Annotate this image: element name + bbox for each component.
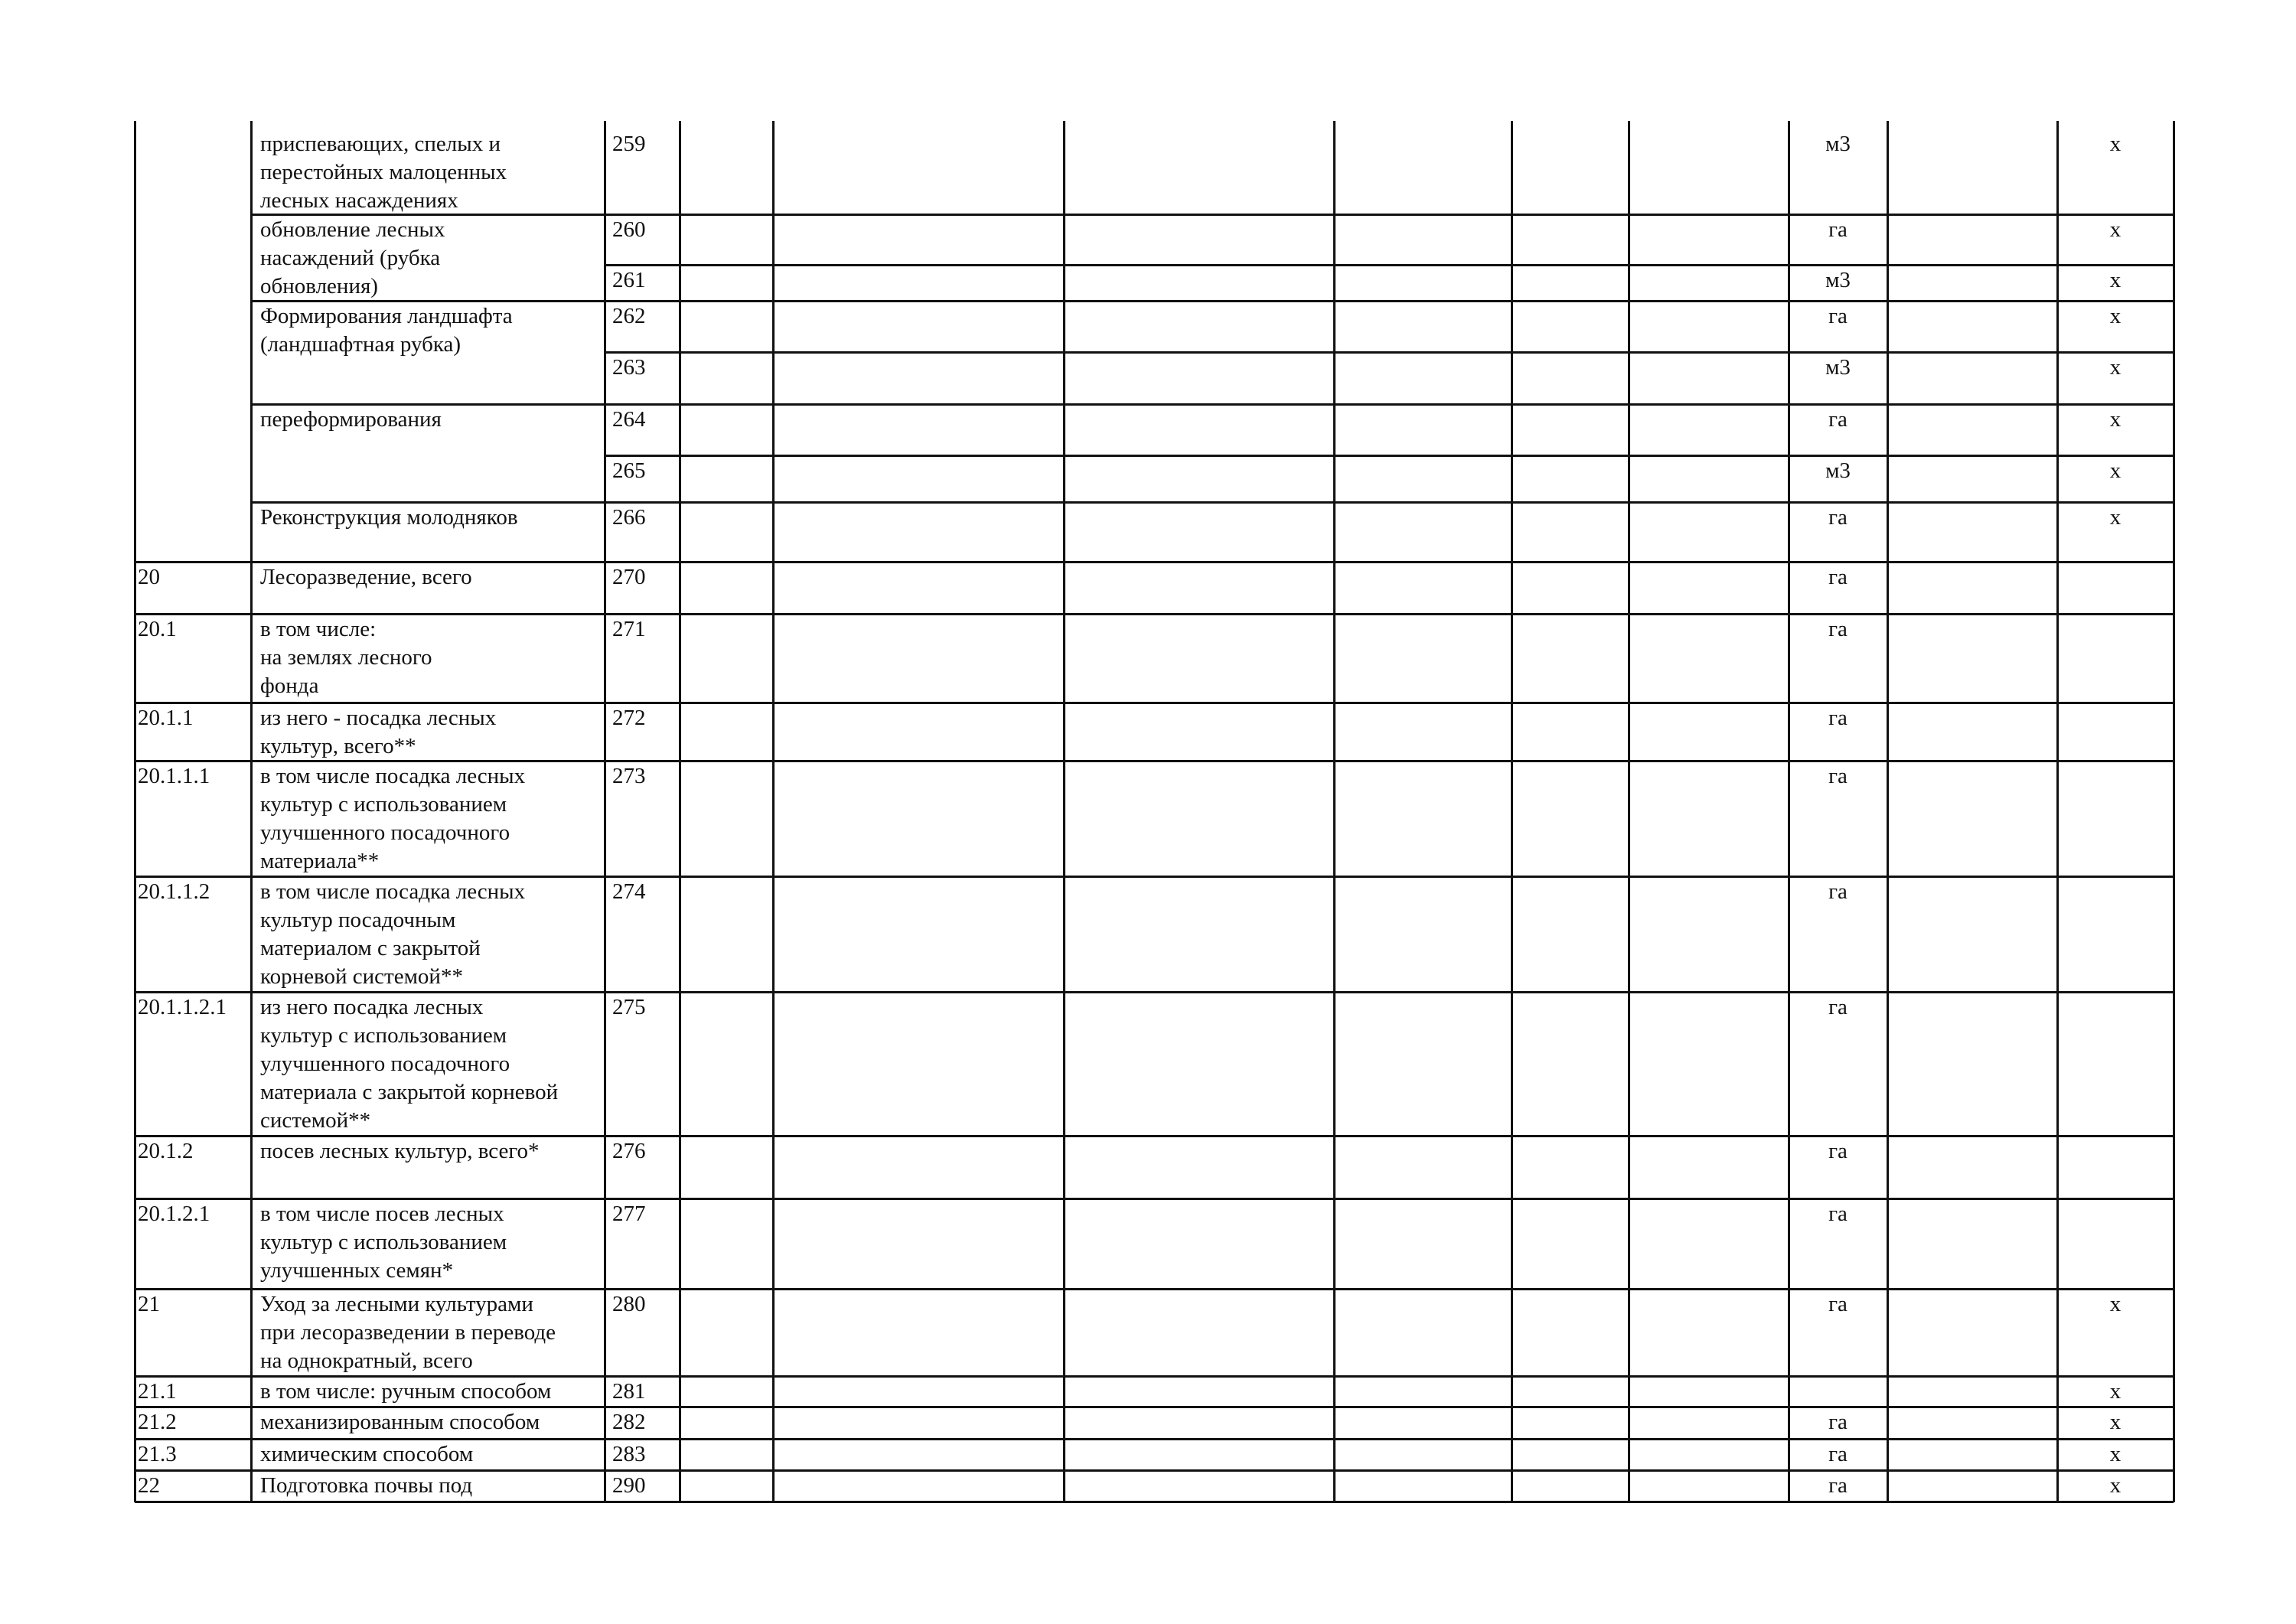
row-name: в том числе: на землях лесного фонда: [260, 617, 432, 698]
grid-line: [135, 1501, 251, 1503]
row-number: 20.1.1.1: [138, 764, 210, 788]
row-name: посев лесных культур, всего*: [260, 1139, 540, 1163]
row-code: 283: [612, 1442, 646, 1466]
row-number: 21: [138, 1292, 160, 1316]
row-code: 259: [612, 132, 646, 156]
row-code: 275: [612, 995, 646, 1019]
grid-line: [251, 1501, 605, 1503]
mark-cell: х: [2109, 1410, 2122, 1434]
mark-cell: х: [2109, 1292, 2122, 1316]
grid-line: [605, 1198, 2174, 1200]
row-name: в том числе посадка лесных культур с использованием улучшенного посадочного материала**: [260, 764, 526, 873]
grid-line: [134, 121, 136, 1502]
row-number: 20: [138, 565, 160, 589]
unit-cell: га: [1828, 1292, 1848, 1316]
row-code: 276: [612, 1139, 646, 1163]
mark-cell: х: [2109, 217, 2122, 242]
grid-line: [605, 455, 2174, 457]
mark-cell: х: [2109, 132, 2122, 156]
row-code: 273: [612, 764, 646, 788]
mark-cell: х: [2109, 355, 2122, 380]
row-code: 260: [612, 217, 646, 242]
grid-line: [605, 760, 2174, 762]
grid-line: [250, 121, 253, 1502]
unit-cell: м3: [1825, 132, 1851, 156]
row-name: из него посадка лесных культур с использованием улучшенного посадочного материала с закрытой корневой системой**: [260, 995, 559, 1133]
grid-line: [605, 1288, 2174, 1290]
row-name: переформирования: [260, 407, 442, 432]
mark-cell: х: [2109, 268, 2122, 292]
unit-cell: га: [1828, 565, 1848, 589]
unit-cell: га: [1828, 879, 1848, 904]
grid-line: [605, 264, 2174, 266]
grid-line: [605, 1501, 2174, 1503]
row-code: 266: [612, 505, 646, 530]
row-name: в том числе посев лесных культур с использованием улучшенных семян*: [260, 1202, 507, 1283]
grid-line: [679, 121, 681, 1502]
row-number: 20.1.2.1: [138, 1202, 210, 1226]
row-code: 262: [612, 304, 646, 328]
grid-line: [605, 403, 2174, 406]
grid-line: [605, 702, 2174, 704]
unit-cell: га: [1828, 304, 1848, 328]
row-code: 277: [612, 1202, 646, 1226]
row-number: 20.1.1: [138, 706, 194, 730]
row-code: 271: [612, 617, 646, 641]
unit-cell: га: [1828, 995, 1848, 1019]
unit-cell: м3: [1825, 268, 1851, 292]
row-name: механизированным способом: [260, 1410, 540, 1434]
grid-line: [605, 876, 2174, 878]
row-number: 21.3: [138, 1442, 177, 1466]
row-name: Формирования ландшафта (ландшафтная рубка): [260, 304, 513, 357]
row-number: 20.1.1.2.1: [138, 995, 227, 1019]
unit-cell: га: [1828, 1473, 1848, 1498]
row-code: 281: [612, 1379, 646, 1404]
grid-line: [605, 1438, 2174, 1440]
unit-cell: га: [1828, 217, 1848, 242]
row-code: 261: [612, 268, 646, 292]
row-number: 20.1.2: [138, 1139, 194, 1163]
row-code: 290: [612, 1473, 646, 1498]
row-name: Лесоразведение, всего: [260, 565, 472, 589]
row-number: 20.1.1.2: [138, 879, 210, 904]
mark-cell: х: [2109, 505, 2122, 530]
row-name: Уход за лесными культурами при лесоразведении в переводе на однократный, всего: [260, 1292, 556, 1373]
row-name: Реконструкция молодняков: [260, 505, 518, 530]
grid-line: [605, 1375, 2174, 1378]
row-code: 270: [612, 565, 646, 589]
grid-line: [605, 1469, 2174, 1472]
unit-cell: м3: [1825, 355, 1851, 380]
unit-cell: га: [1828, 505, 1848, 530]
unit-cell: га: [1828, 1442, 1848, 1466]
row-name: обновление лесных насаждений (рубка обновления): [260, 217, 445, 298]
unit-cell: га: [1828, 764, 1848, 788]
row-name: в том числе посадка лесных культур посадочным материалом с закрытой корневой системой**: [260, 879, 526, 989]
row-name: в том числе: ручным способом: [260, 1379, 552, 1404]
grid-line: [605, 1135, 2174, 1137]
row-number: 21.2: [138, 1410, 177, 1434]
grid-line: [1628, 121, 1630, 1502]
mark-cell: х: [2109, 304, 2122, 328]
row-code: 264: [612, 407, 646, 432]
grid-line: [1333, 121, 1336, 1502]
row-code: 265: [612, 458, 646, 483]
grid-line: [772, 121, 775, 1502]
mark-cell: х: [2109, 458, 2122, 483]
unit-cell: га: [1828, 1202, 1848, 1226]
grid-line: [605, 561, 2174, 563]
row-code: 263: [612, 355, 646, 380]
grid-line: [605, 613, 2174, 615]
grid-line: [605, 501, 2174, 504]
grid-line: [605, 351, 2174, 354]
unit-cell: м3: [1825, 458, 1851, 483]
grid-line: [605, 1406, 2174, 1408]
row-number: 20.1: [138, 617, 177, 641]
row-name: приспевающих, спелых и перестойных малоценных лесных насаждениях: [260, 132, 507, 213]
row-code: 282: [612, 1410, 646, 1434]
row-name: Подготовка почвы под: [260, 1473, 473, 1498]
row-code: 280: [612, 1292, 646, 1316]
grid-line: [605, 991, 2174, 993]
grid-line: [605, 214, 2174, 216]
grid-line: [605, 300, 2174, 302]
mark-cell: х: [2109, 1442, 2122, 1466]
row-name: из него - посадка лесных культур, всего**: [260, 706, 497, 758]
unit-cell: га: [1828, 617, 1848, 641]
mark-cell: х: [2109, 1473, 2122, 1498]
row-number: 21.1: [138, 1379, 177, 1404]
unit-cell: га: [1828, 1410, 1848, 1434]
row-number: 22: [138, 1473, 160, 1498]
unit-cell: га: [1828, 407, 1848, 432]
grid-line: [604, 121, 606, 1502]
mark-cell: х: [2109, 1379, 2122, 1404]
unit-cell: га: [1828, 1139, 1848, 1163]
row-code: 272: [612, 706, 646, 730]
mark-cell: х: [2109, 407, 2122, 432]
grid-line: [1511, 121, 1513, 1502]
grid-line: [1063, 121, 1065, 1502]
row-name: химическим способом: [260, 1442, 474, 1466]
row-code: 274: [612, 879, 646, 904]
unit-cell: га: [1828, 706, 1848, 730]
